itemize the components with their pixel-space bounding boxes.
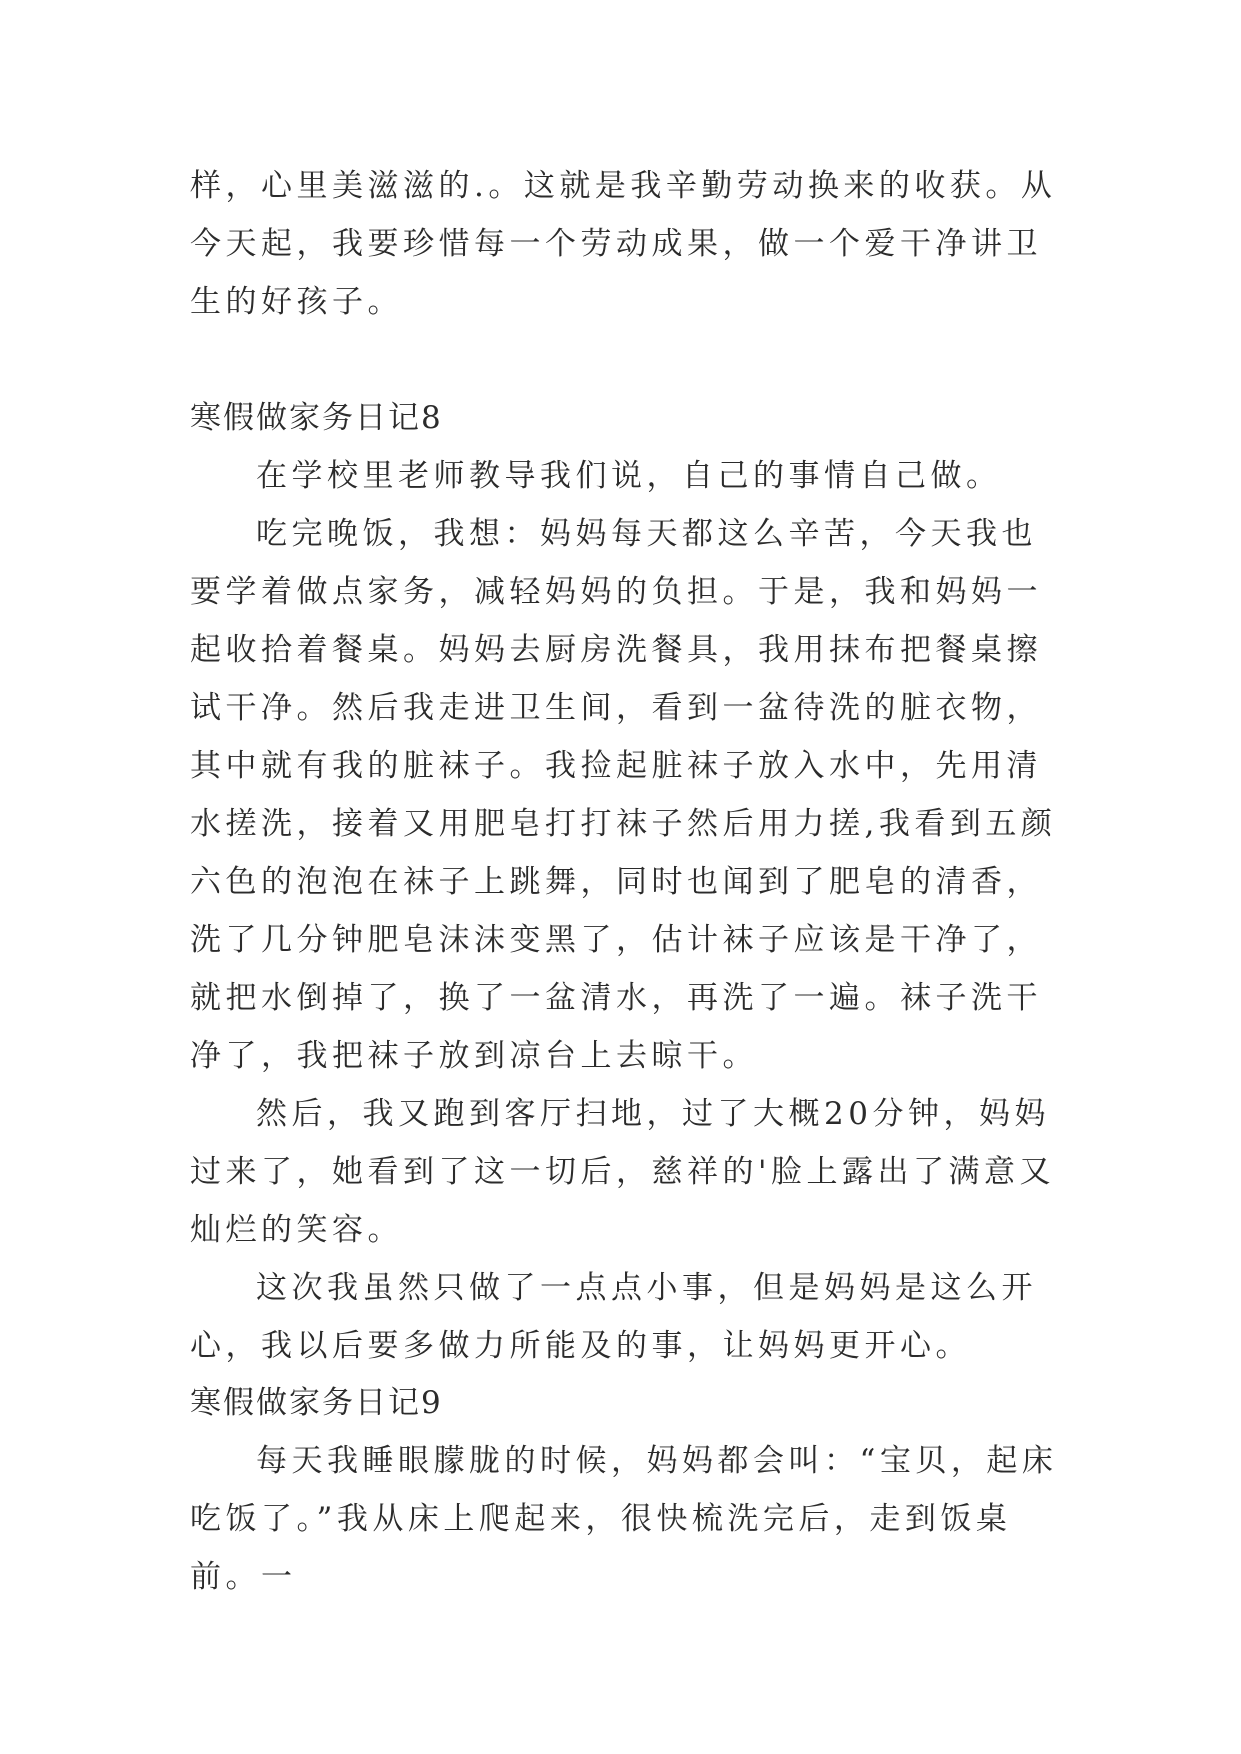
body-paragraph: 这次我虽然只做了一点点小事，但是妈妈是这么开心，我以后要多做力所能及的事，让妈妈更开心。: [190, 1270, 1037, 1364]
section-heading: 寒假做家务日记8: [190, 400, 443, 436]
continued-paragraph: 样，心里美滋滋的.。这就是我辛勤劳动换来的收获。从今天起，我要珍惜每一个劳动成果，做一个爱干净讲卫生的好孩子。: [190, 168, 1057, 320]
diary-section-9: [190, 1374, 1065, 1606]
diary-section-8: [190, 389, 1065, 1375]
continued-paragraph-block: [190, 157, 1065, 331]
section-heading: 寒假做家务日记9: [190, 1385, 443, 1421]
body-paragraph: 吃完晚饭，我想：妈妈每天都这么辛苦，今天我也要学着做点家务，减轻妈妈的负担。于是，我和妈妈一起收拾着餐桌。妈妈去厨房洗餐具，我用抹布把餐桌擦试干净。然后我走进卫生间，看到一盆待洗的脏衣物，其中就有我的脏袜子。我捡起脏袜子放入水中，先用清水搓洗，接着又用肥皂打打袜子然后用力搓,我看到五颜六色的泡泡在袜子上跳舞，同时也闻到了肥皂的清香，洗了几分钟肥皂沫沫变黑了，估计袜子应该是干净了，就把水倒掉了，换了一盆清水，再洗了一遍。袜子洗干净了，我把袜子放到凉台上去晾干。: [190, 516, 1057, 1074]
body-paragraph: 然后，我又跑到客厅扫地，过了大概20分钟，妈妈过来了，她看到了这一切后，慈祥的'脸上露出了满意又灿烂的笑容。: [190, 1096, 1056, 1248]
body-paragraph: 每天我睡眼朦胧的时候，妈妈都会叫：“宝贝，起床吃饭了。”我从床上爬起来，很快梳洗完后，走到饭桌前。一: [190, 1443, 1058, 1595]
body-paragraph: 在学校里老师教导我们说，自己的事情自己做。: [256, 458, 1002, 494]
